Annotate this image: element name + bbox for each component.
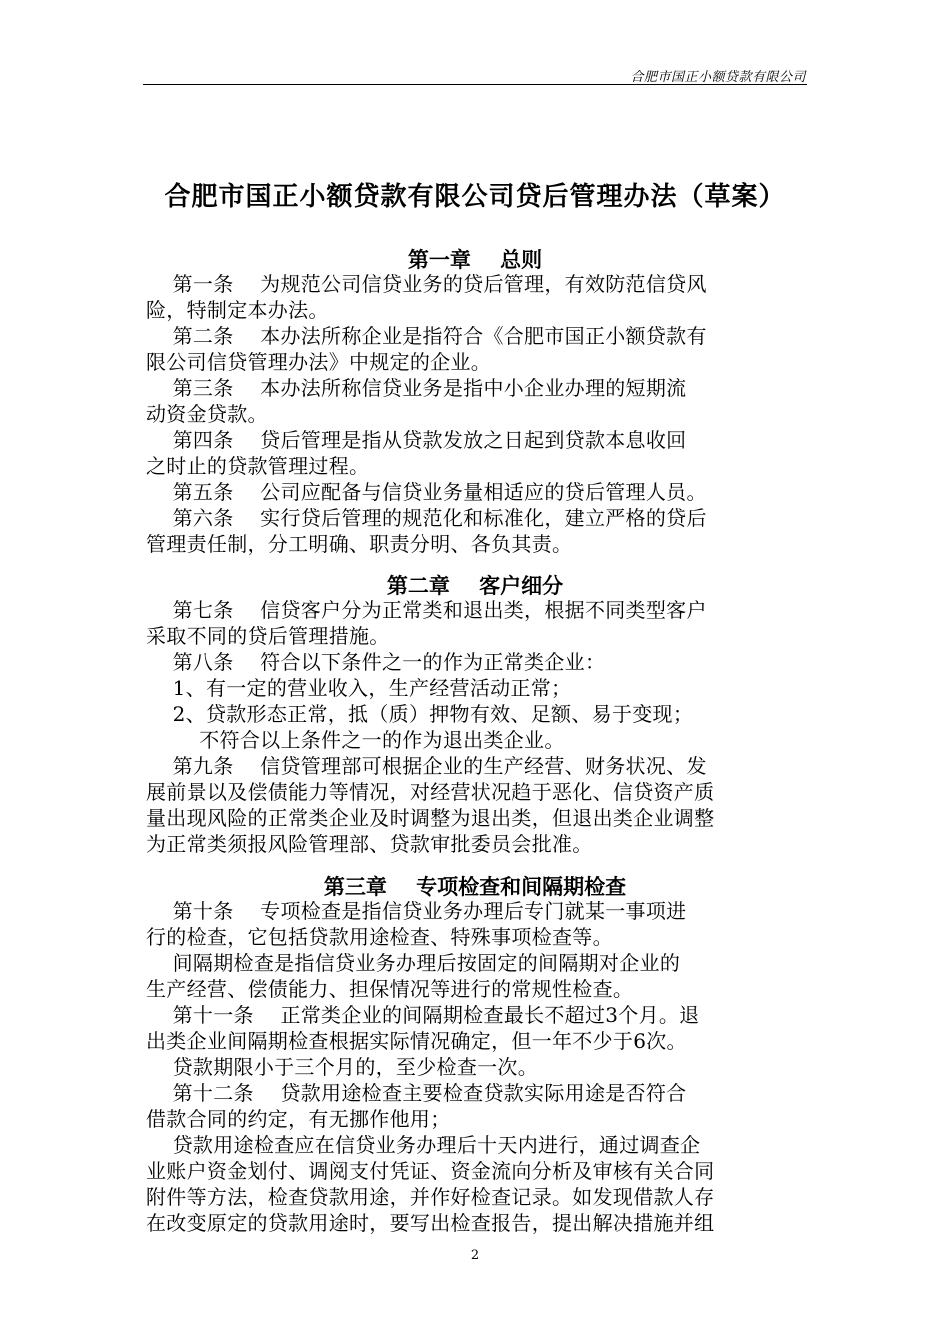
body-line: 第五条 公司应配备与信贷业务量相适应的贷后管理人员。 <box>146 480 707 504</box>
body-line: 不符合以上条件之一的作为退出类企业。 <box>146 728 565 752</box>
body-line: 管理责任制，分工明确、职责分明、各负其责。 <box>146 532 573 556</box>
body-line: 为正常类须报风险管理部、贷款审批委员会批准。 <box>146 832 593 856</box>
body-line: 贷款用途检查应在信贷业务办理后十天内进行，通过调查企 <box>146 1133 701 1157</box>
body-line: 行的检查，它包括贷款用途检查、特殊事项检查等。 <box>146 925 613 949</box>
body-line: 2、贷款形态正常，抵（质）押物有效、足额、易于变现； <box>146 702 694 726</box>
body-line: 第九条 信贷管理部可根据企业的生产经营、财务状况、发 <box>146 754 707 778</box>
chapter-heading-1: 第一章 总则 <box>407 248 543 272</box>
body-line: 生产经营、偿债能力、担保情况等进行的常规性检查。 <box>146 977 634 1001</box>
body-line: 第四条 贷后管理是指从贷款发放之日起到贷款本息收回 <box>146 428 687 452</box>
body-line: 采取不同的贷后管理措施。 <box>146 624 390 648</box>
body-line: 贷款期限小于三个月的，至少检查一次。 <box>146 1055 539 1079</box>
body-line: 第六条 实行贷后管理的规范化和标准化，建立严格的贷后 <box>146 506 707 530</box>
body-line: 1、有一定的营业收入，生产经营活动正常； <box>146 676 572 700</box>
body-line: 第十二条 贷款用途检查主要检查贷款实际用途是否符合 <box>146 1081 687 1105</box>
body-line: 第一条 为规范公司信贷业务的贷后管理，有效防范信贷风 <box>146 272 707 296</box>
body-line: 第三条 本办法所称信贷业务是指中小企业办理的短期流 <box>146 376 687 400</box>
header-divider <box>143 84 807 85</box>
page-number: 2 <box>470 1248 480 1263</box>
body-line: 展前景以及偿债能力等情况，对经营状况趋于恶化、信贷资产质 <box>146 780 715 804</box>
chapter-heading-2: 第二章 客户细分 <box>386 574 564 598</box>
body-line: 量出现风险的正常类企业及时调整为退出类，但退出类企业调整 <box>146 806 715 830</box>
body-line: 之时止的贷款管理过程。 <box>146 454 370 478</box>
body-line: 第二条 本办法所称企业是指符合《合肥市国正小额贷款有 <box>146 324 707 348</box>
body-line: 附件等方法，检查贷款用途，并作好检查记录。如发现借款人存 <box>146 1185 715 1209</box>
body-line: 借款合同的约定，有无挪作他用； <box>146 1107 451 1131</box>
body-line: 第十条 专项检查是指信贷业务办理后专门就某一事项进 <box>146 899 687 923</box>
body-line: 第十一条 正常类企业的间隔期检查最长不超过3个月。退 <box>146 1003 700 1027</box>
document-title: 合肥市国正小额贷款有限公司贷后管理办法（草案） <box>164 182 786 212</box>
body-line: 第七条 信贷客户分为正常类和退出类，根据不同类型客户 <box>146 598 707 622</box>
body-line: 在改变原定的贷款用途时，要写出检查报告，提出解决措施并组 <box>146 1211 715 1235</box>
body-line: 间隔期检查是指信贷业务办理后按固定的间隔期对企业的 <box>146 951 681 975</box>
body-line: 险，特制定本办法。 <box>146 298 329 322</box>
body-line: 第八条 符合以下条件之一的作为正常类企业： <box>146 650 606 674</box>
body-line: 出类企业间隔期检查根据实际情况确定，但一年不少于6次。 <box>146 1029 687 1053</box>
running-header: 合肥市国正小额贷款有限公司 <box>630 70 806 85</box>
chapter-heading-3: 第三章 专项检查和间隔期检查 <box>323 875 627 899</box>
body-line: 动资金贷款。 <box>146 402 268 426</box>
body-line: 限公司信贷管理办法》中规定的企业。 <box>146 350 492 374</box>
body-line: 业账户资金划付、调阅支付凭证、资金流向分析及审核有关合同 <box>146 1159 715 1183</box>
